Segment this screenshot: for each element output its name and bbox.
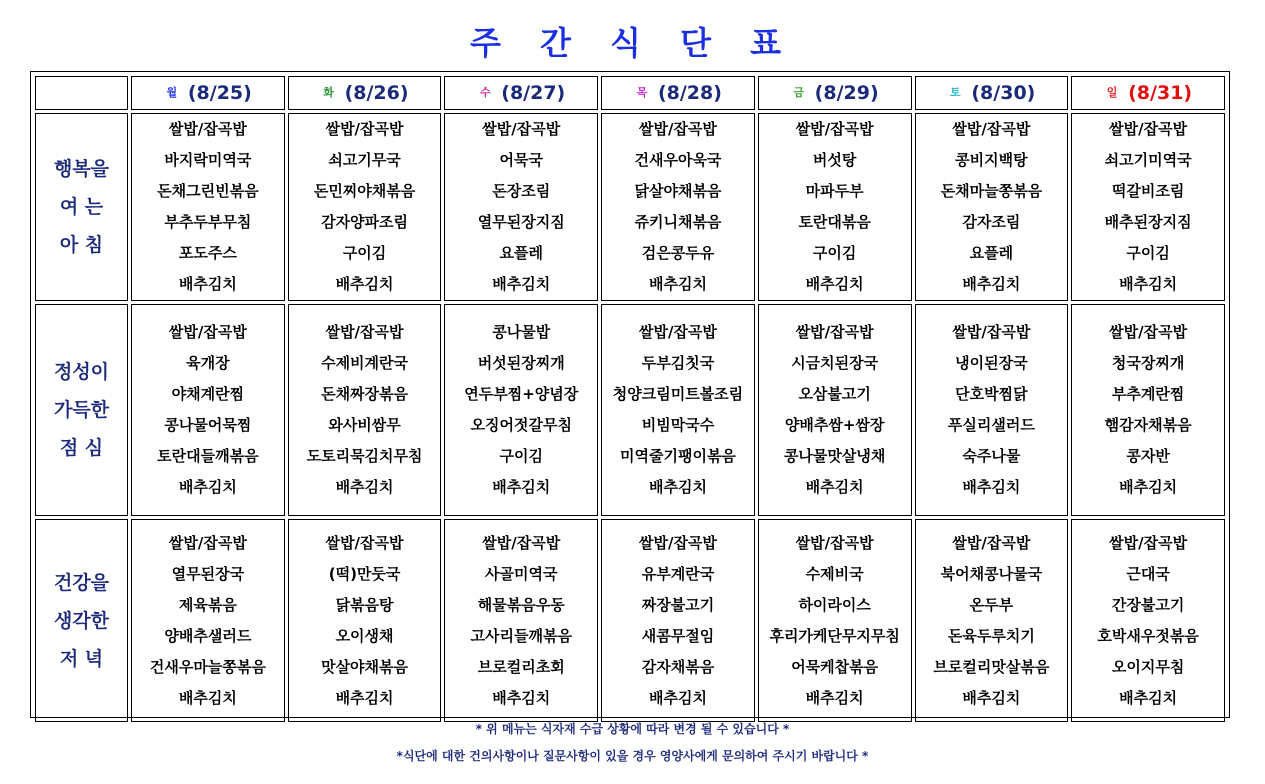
menu-item: 쌀밥/잡곡밥: [952, 533, 1031, 552]
note-contact-nutritionist: *식단에 대한 건의사항이나 질문사항이 있을 경우 영양사에게 문의하여 주시기 바랍니다 *: [396, 749, 869, 763]
menu-item: 쥬키니채볶음: [634, 213, 722, 231]
menu-item: 도토리묵김치무침: [306, 447, 423, 465]
header-row: [35, 76, 1225, 110]
menu-item: 배추김치: [648, 275, 707, 293]
menu-item: 브로컬리맛살볶음: [933, 657, 1050, 676]
menu-cell: [1071, 113, 1225, 301]
menu-item: 온두부: [969, 595, 1014, 614]
menu-item: 쌀밥/잡곡밥: [952, 120, 1031, 138]
menu-item: 돈육두루치기: [947, 626, 1035, 645]
day-header-sat: [915, 76, 1069, 110]
menu-item: 콩나물어묵찜: [164, 416, 252, 434]
menu-item: 시금치된장국: [791, 354, 879, 372]
menu-item: 구이김: [812, 244, 857, 262]
menu-item: 배추김치: [178, 275, 237, 293]
menu-item: (떡)만둣국: [328, 564, 401, 583]
menu-item: 건새우아욱국: [634, 151, 722, 169]
meal-label-line: 가득한: [53, 399, 110, 421]
menu-item: 브로컬리초회: [477, 657, 565, 676]
menu-item: 북어채콩나물국: [940, 564, 1043, 583]
menu-cell: [1071, 304, 1225, 516]
meal-row-dinner: [35, 519, 1225, 722]
meal-label: [35, 304, 128, 516]
menu-item: 근대국: [1126, 564, 1170, 583]
menu-cell: [131, 113, 285, 301]
menu-item: 쌀밥/잡곡밥: [1109, 533, 1188, 552]
day-date: (8/26): [344, 82, 409, 105]
menu-item: 쌀밥/잡곡밥: [795, 533, 874, 552]
meal-row-lunch: [35, 304, 1225, 516]
menu-item: 돈채마늘쫑볶음: [940, 182, 1043, 200]
menu-item: 버섯탕: [812, 151, 857, 169]
menu-item: 콩자반: [1126, 447, 1170, 465]
menu-item: 배추김치: [335, 688, 394, 707]
menu-cell: [1071, 519, 1225, 722]
menu-item: 닭볶음탕: [335, 595, 394, 614]
menu-item: 단호박찜닭: [955, 385, 1028, 403]
menu-item: 쌀밥/잡곡밥: [168, 323, 247, 341]
menu-item: 후리가케단무지무침: [769, 626, 900, 645]
menu-item: 배추김치: [805, 688, 864, 707]
menu-item: 유부계란국: [641, 564, 715, 583]
menu-item: 떡갈비조림: [1111, 182, 1185, 200]
page-title: 주 간 식 단 표: [469, 24, 796, 62]
menu-item: 양배추쌈+쌈장: [784, 416, 885, 434]
menu-item: 닭살야채볶음: [634, 182, 722, 200]
note-menu-change: * 위 메뉴는 식자재 수급 상황에 따라 변경 될 수 있습니다 *: [475, 722, 790, 736]
menu-item: 호박새우젓볶음: [1097, 626, 1199, 645]
day-badge: 금: [793, 86, 804, 100]
menu-item: 마파두부: [805, 182, 864, 200]
menu-item: 양배추샐러드: [164, 626, 252, 645]
menu-cell: [444, 113, 598, 301]
menu-item: 쌀밥/잡곡밥: [482, 120, 561, 138]
menu-cell: [131, 519, 285, 722]
day-header-fri: [758, 76, 912, 110]
menu-item: 쌀밥/잡곡밥: [482, 533, 561, 552]
menu-item: 쌀밥/잡곡밥: [952, 323, 1031, 341]
menu-cell: [444, 304, 598, 516]
menu-item: 배추김치: [648, 688, 707, 707]
day-badge: 화: [323, 86, 334, 100]
meal-label-line: 생각한: [53, 609, 110, 632]
menu-item: 배추김치: [805, 275, 864, 293]
meal-label-line: 행복을: [53, 158, 110, 180]
menu-item: 청양크림미트볼조림: [612, 385, 744, 403]
menu-item: 쌀밥/잡곡밥: [168, 533, 247, 552]
day-header-thu: [601, 76, 755, 110]
menu-item: 감자채볶음: [641, 657, 715, 676]
menu-item: 콩나물맛살냉채: [783, 447, 886, 465]
menu-item: 쌀밥/잡곡밥: [1109, 323, 1188, 341]
menu-cell: [915, 519, 1069, 722]
menu-cell: [601, 304, 755, 516]
menu-item: 구이김: [342, 244, 387, 262]
menu-item: 배추김치: [962, 688, 1021, 707]
menu-item: 짜장불고기: [641, 595, 715, 614]
menu-item: 배추김치: [335, 275, 394, 293]
menu-item: 돈민찌야채볶음: [313, 182, 416, 200]
menu-item: 포도주스: [178, 244, 237, 262]
day-header-mon: [131, 76, 285, 110]
menu-item: 수제비국: [805, 564, 864, 583]
menu-item: 감자조림: [962, 213, 1021, 231]
menu-item: 냉이된장국: [955, 354, 1028, 372]
day-date: (8/28): [657, 82, 722, 105]
menu-item: 배추김치: [492, 688, 551, 707]
menu-cell: [601, 113, 755, 301]
menu-item: 배추김치: [1119, 478, 1178, 496]
menu-item: 제육볶음: [178, 595, 237, 614]
menu-item: 배추김치: [492, 478, 551, 496]
menu-cell: [758, 304, 912, 516]
menu-item: 부추계란찜: [1111, 385, 1185, 403]
menu-item: 숙주나물: [962, 447, 1021, 465]
day-date: (8/25): [187, 82, 252, 105]
day-date: (8/27): [501, 82, 566, 105]
menu-item: 고사리들깨볶음: [470, 626, 572, 645]
day-badge: 일: [1106, 86, 1118, 100]
menu-item: 오징어젓갈무침: [470, 416, 572, 434]
menu-item: 배추김치: [962, 275, 1021, 293]
menu-item: 새콤무절임: [641, 626, 715, 645]
menu-item: 배추김치: [1119, 275, 1178, 293]
menu-item: 쌀밥/잡곡밥: [638, 120, 717, 138]
menu-item: 배추김치: [492, 275, 551, 293]
menu-item: 야채계란찜: [171, 385, 245, 403]
meal-label-line: 점 심: [59, 437, 104, 459]
menu-item: 배추된장지짐: [1104, 213, 1192, 231]
menu-item: 쌀밥/잡곡밥: [1109, 120, 1188, 138]
menu-item: 배추김치: [805, 478, 864, 496]
menu-cell: [288, 304, 442, 516]
menu-item: 미역줄기팽이볶음: [620, 447, 736, 465]
day-badge: 수: [479, 86, 491, 100]
menu-cell: [288, 113, 442, 301]
menu-item: 푸실리샐러드: [947, 416, 1035, 434]
menu-cell: [131, 304, 285, 516]
menu-item: 쌀밥/잡곡밥: [638, 533, 717, 552]
menu-item: 버섯된장찌개: [477, 354, 565, 372]
menu-item: 비빔막국수: [641, 416, 715, 434]
meal-row-breakfast: [35, 113, 1225, 301]
menu-cell: [601, 519, 755, 722]
menu-item: 요플레: [499, 244, 543, 262]
menu-item: 토란대볶음: [798, 213, 871, 231]
meal-label: [35, 113, 128, 301]
menu-item: 배추김치: [178, 688, 237, 707]
menu-item: 돈장조림: [492, 182, 551, 200]
menu-cell: [758, 519, 912, 722]
menu-item: 배추김치: [962, 478, 1021, 496]
menu-item: 맛살야채볶음: [321, 657, 409, 676]
menu-item: 쌀밥/잡곡밥: [795, 323, 874, 341]
menu-item: 와사비쌈무: [328, 416, 401, 434]
menu-item: 쌀밥/잡곡밥: [325, 533, 404, 552]
menu-item: 구이김: [1126, 244, 1170, 262]
menu-item: 두부김칫국: [641, 354, 715, 372]
menu-item: 하이라이스: [798, 595, 871, 614]
day-badge: 목: [636, 86, 648, 100]
day-badge: 토: [950, 86, 961, 100]
menu-item: 열무된장국: [171, 564, 245, 583]
meal-label: [35, 519, 128, 722]
menu-item: 간장불고기: [1111, 595, 1185, 614]
day-header-sun: [1071, 76, 1225, 110]
menu-item: 오삼불고기: [798, 385, 871, 403]
menu-item: 쌀밥/잡곡밥: [795, 120, 874, 138]
menu-cell: [915, 113, 1069, 301]
menu-cell: [288, 519, 442, 722]
menu-cell: [444, 519, 598, 722]
menu-item: 배추김치: [648, 478, 707, 496]
menu-item: 돈채짜장볶음: [321, 385, 409, 403]
menu-item: 배추김치: [1119, 688, 1178, 707]
menu-item: 쇠고기무국: [328, 151, 401, 169]
menu-item: 수제비계란국: [321, 354, 409, 372]
menu-item: 청국장찌개: [1111, 354, 1185, 372]
menu-item: 쌀밥/잡곡밥: [325, 120, 404, 138]
meal-label-line: 여 는: [59, 196, 104, 218]
menu-item: 해물볶음우동: [477, 595, 565, 614]
meal-label-line: 건강을: [53, 571, 110, 594]
day-header-tue: [288, 76, 442, 110]
day-date: (8/29): [814, 82, 879, 105]
menu-item: 배추김치: [178, 478, 237, 496]
menu-item: 돈채그린빈볶음: [157, 182, 259, 200]
menu-item: 오이지무침: [1111, 657, 1185, 676]
menu-item: 부추두부무침: [164, 213, 252, 231]
menu-cell: [758, 113, 912, 301]
menu-item: 사골미역국: [485, 564, 558, 583]
menu-item: 어묵국: [499, 151, 543, 169]
menu-item: 감자양파조림: [321, 213, 409, 231]
day-date: (8/31): [1128, 82, 1193, 105]
menu-item: 육개장: [186, 354, 230, 372]
weekly-menu-table: [32, 73, 1228, 725]
meal-label-line: 저 녁: [59, 647, 104, 670]
menu-item: 햄감자채볶음: [1104, 416, 1192, 434]
corner-cell: [35, 76, 128, 110]
menu-item: 연두부찜+양념장: [464, 385, 579, 403]
menu-item: 배추김치: [335, 478, 394, 496]
menu-item: 오이생채: [335, 626, 394, 645]
menu-item: 구이김: [499, 447, 543, 465]
menu-cell: [915, 304, 1069, 516]
menu-item: 요플레: [969, 244, 1014, 262]
menu-item: 검은콩두유: [641, 244, 715, 262]
menu-item: 쌀밥/잡곡밥: [168, 120, 247, 138]
menu-item: 콩나물밥: [492, 323, 551, 341]
meal-label-line: 아 침: [59, 234, 104, 256]
menu-item: 쌀밥/잡곡밥: [325, 323, 404, 341]
menu-item: 토란대들깨볶음: [157, 447, 259, 465]
menu-item: 바지락미역국: [164, 151, 252, 169]
day-badge: 월: [166, 86, 178, 100]
day-date: (8/30): [971, 82, 1036, 105]
menu-item: 건새우마늘쫑볶음: [149, 657, 266, 676]
day-header-wed: [444, 76, 598, 110]
menu-item: 콩비지백탕: [955, 151, 1028, 169]
menu-item: 어묵케찹볶음: [791, 657, 879, 676]
menu-item: 쇠고기미역국: [1104, 151, 1192, 169]
meal-label-line: 정성이: [53, 361, 110, 383]
menu-item: 쌀밥/잡곡밥: [638, 323, 717, 341]
menu-item: 열무된장지짐: [477, 213, 565, 231]
